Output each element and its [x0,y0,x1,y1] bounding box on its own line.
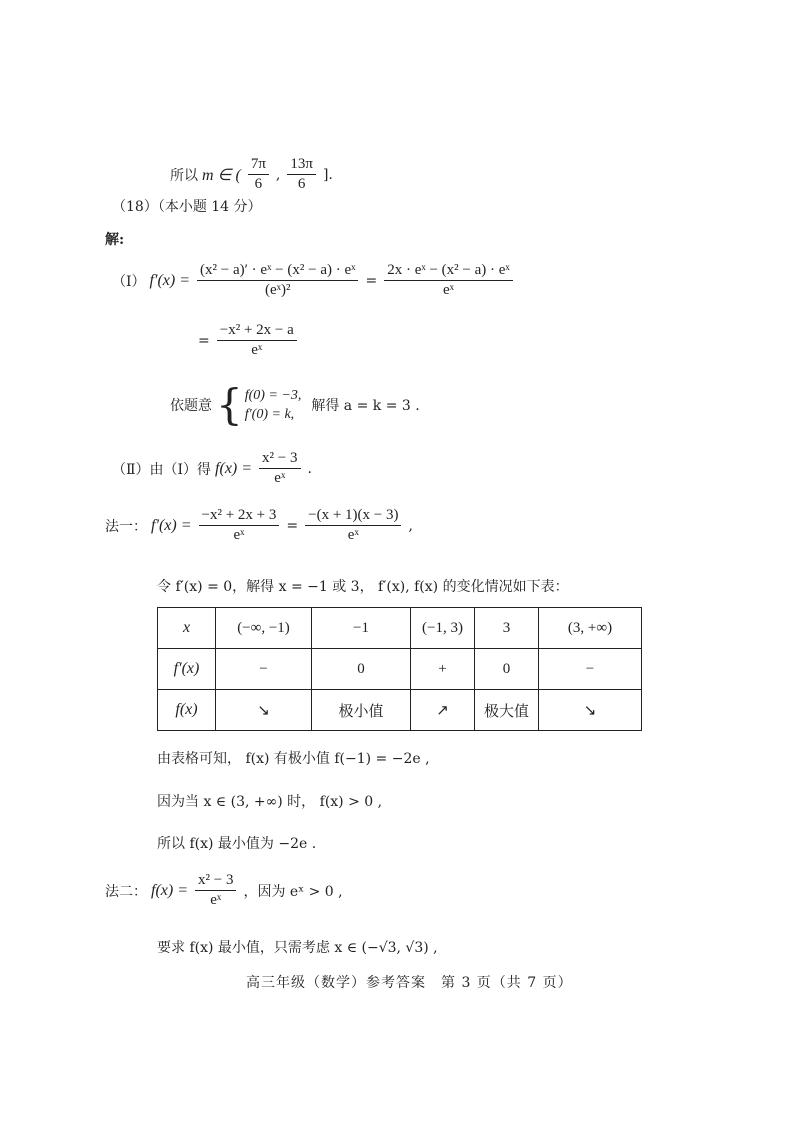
variation-table [157,607,642,731]
num: 13π [287,156,316,175]
fraction [199,507,280,544]
fraction [217,322,297,359]
part2-line [112,450,312,487]
cell: (3, +∞) [539,608,642,649]
den: (eˣ)² [265,282,291,298]
cell: 极大值 [475,690,539,731]
solution-label: 解: [105,232,125,248]
num: 2x · eˣ − (x² − a) · eˣ [384,262,513,281]
cell: ↘ [539,690,642,731]
fraction [195,872,236,909]
cell: ↗ [411,690,475,731]
text: = [198,332,210,349]
text: ]. [322,166,333,183]
cell: f(x) [158,690,216,731]
problem-header: （18）（本小题 14 分） [112,199,262,215]
den: 6 [254,176,263,192]
text: 所以 [170,167,198,184]
den: 6 [297,176,306,192]
cell: (−1, 3) [411,608,475,649]
den: eˣ [251,342,263,358]
cell: 3 [475,608,539,649]
part1-conditions [170,380,420,429]
math: f(x) = [151,881,188,899]
part1-simplified [198,322,300,359]
fraction [197,262,358,299]
label: 法二： [105,883,147,900]
equation: f′(0) = k, [244,407,295,422]
text: = [365,272,378,289]
num: −(x + 1)(x − 3) [305,507,401,526]
fraction [287,156,316,193]
cell: 极小值 [312,690,411,731]
den: eˣ [347,527,359,543]
cell: − [216,649,312,690]
text: . [307,460,312,477]
num: 7π [248,156,269,175]
method2-line [105,872,343,909]
fraction [305,507,401,544]
fraction [248,156,269,193]
fraction [259,450,300,487]
cell: 0 [475,649,539,690]
table-row [158,608,642,649]
cell: + [411,649,475,690]
math: f′(x) = [151,516,192,534]
text: , [408,517,413,534]
text: = [286,517,299,534]
system-of-equations [216,380,302,429]
den: eˣ [210,892,222,908]
method1-after-1: 由表格可知， f(x) 有极小值 f(−1) = −2e , [157,751,430,767]
num: x² − 3 [195,872,236,891]
m-range-line [170,156,333,193]
method1-zeros: 令 f′(x) = 0，解得 x = −1 或 3， f′(x), f(x) 的变化情况如下表： [157,579,569,595]
label: （Ⅰ） [112,273,146,290]
text: ，因为 eˣ > 0 , [243,883,343,900]
math: f(x) = [215,459,253,477]
table-row [158,649,642,690]
label: 法一： [105,518,147,535]
cell: 0 [312,649,411,690]
cell: (−∞, −1) [216,608,312,649]
num: x² − 3 [259,450,300,469]
brace-icon: { [216,380,243,429]
label: （Ⅱ）由（Ⅰ）得 [112,461,212,478]
equation: f(0) = −3, [244,388,302,403]
math: m ∈ ( [202,166,241,184]
text: 解得 a = k = 3 . [311,398,420,414]
page-footer: 高三年级（数学）参考答案 第 3 页（共 7 页） [246,975,573,991]
num: (x² − a)′ · eˣ − (x² − a) · eˣ [197,262,358,281]
den: eˣ [442,282,454,298]
cell: f′(x) [158,649,216,690]
cell: ↘ [216,690,312,731]
comma: , [275,166,281,183]
fraction [384,262,513,299]
text: 依题意 [170,398,212,414]
den: eˣ [233,527,245,543]
cell: x [158,608,216,649]
den: eˣ [274,470,286,486]
cell: −1 [312,608,411,649]
cell: − [539,649,642,690]
method1-after-3: 所以 f(x) 最小值为 −2e . [157,836,317,852]
part1-derivative [112,262,516,299]
math: f′(x) = [149,271,191,289]
method1-derivative [105,507,413,544]
table-row [158,690,642,731]
num: −x² + 2x − a [217,322,297,341]
num: −x² + 2x + 3 [199,507,280,526]
method1-after-2: 因为当 x ∈ (3, +∞) 时， f(x) > 0 , [157,794,383,810]
method2-line2: 要求 f(x) 最小值，只需考虑 x ∈ (−√3, √3) , [157,940,438,956]
